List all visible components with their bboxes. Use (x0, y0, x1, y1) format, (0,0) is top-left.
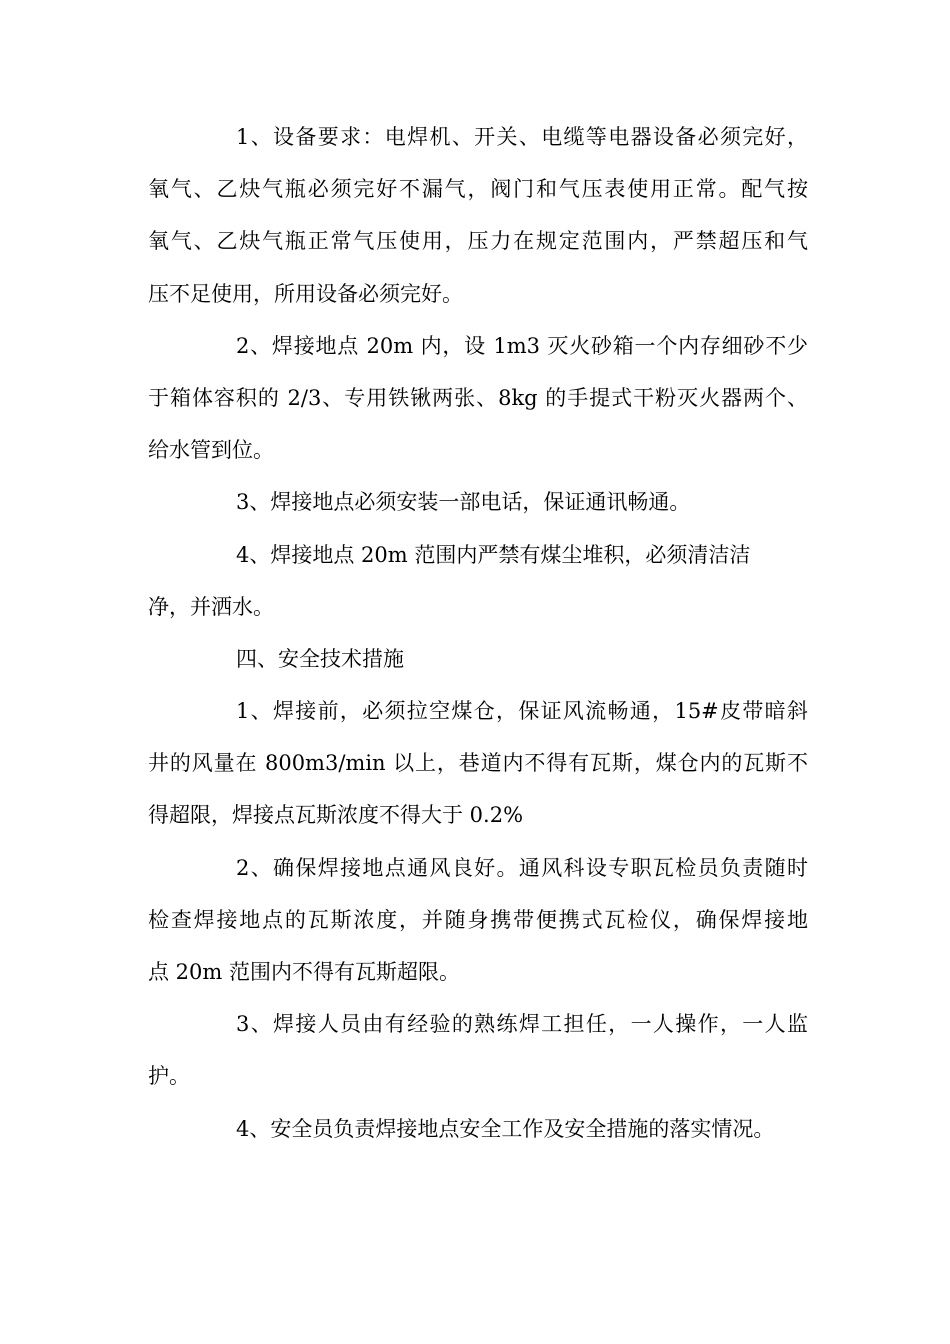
paragraph-4-line-1: 4、焊接地点 20m 范围内严禁有煤尘堆积，必须清洁洁 (236, 542, 751, 567)
paragraph-1-line-3: 氧气、乙炔气瓶正常气压使用，压力在规定范围内，严禁超压和气 (148, 229, 808, 254)
paragraph-1-line-2: 氧气、乙炔气瓶必须完好不漏气，阀门和气压表使用正常。配气按 (148, 177, 808, 202)
measure-3-line-2: 护。 (148, 1064, 190, 1089)
measure-1-line-2: 井的风量在 800m3/min 以上，巷道内不得有瓦斯，煤仓内的瓦斯不 (148, 751, 808, 776)
paragraph-2-line-2: 于箱体容积的 2/3、专用铁锹两张、8kg 的手提式干粉灭火器两个、 (148, 385, 808, 410)
measure-2-line-3: 点 20m 范围内不得有瓦斯超限。 (148, 960, 460, 984)
paragraph-1-line-1: 1、设备要求：电焊机、开关、电缆等电器设备必须完好， (236, 125, 808, 149)
measure-4-line-1: 4、安全员负责焊接地点安全工作及安全措施的落实情况。 (236, 1116, 775, 1141)
measure-2-line-2: 检查焊接地点的瓦斯浓度，并随身携带便携式瓦检仪，确保焊接地 (148, 907, 808, 932)
paragraph-1-line-4: 压不足使用，所用设备必须完好。 (148, 281, 463, 306)
measure-2-line-1: 2、确保焊接地点通风良好。通风科设专职瓦检员负责随时 (236, 855, 808, 880)
measure-3-line-1: 3、焊接人员由有经验的熟练焊工担任，一人操作，一人监 (236, 1012, 808, 1037)
measure-1-line-1: 1、焊接前，必须拉空煤仓，保证风流畅通，15#皮带暗斜 (236, 699, 808, 724)
measure-1-line-3: 得超限，焊接点瓦斯浓度不得大于 0.2% (148, 803, 524, 828)
paragraph-4-line-2: 净，并洒水。 (148, 594, 274, 619)
document-body (148, 111, 808, 1155)
paragraph-2-line-1: 2、焊接地点 20m 内，设 1m3 灭火砂箱一个内存细砂不少 (236, 333, 808, 358)
paragraph-2-line-3: 给水管到位。 (148, 438, 274, 463)
section-heading: 四、安全技术措施 (236, 646, 404, 671)
paragraph-3-line-1: 3、焊接地点必须安装一部电话，保证通讯畅通。 (236, 490, 691, 515)
